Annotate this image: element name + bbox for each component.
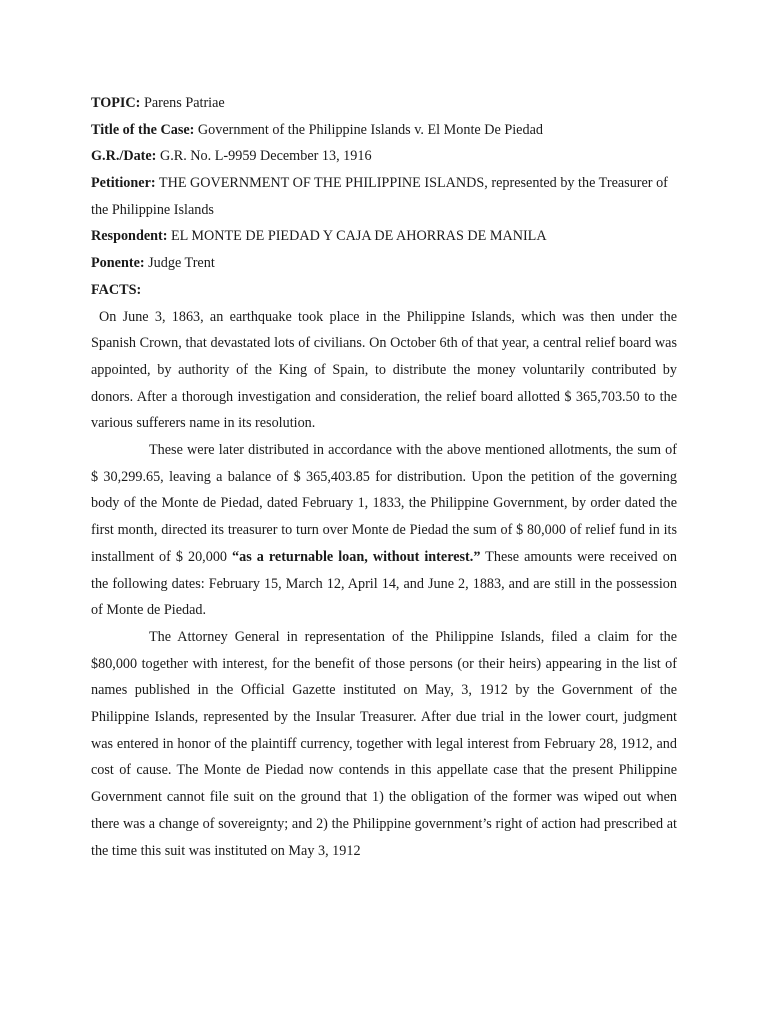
returnable-loan-quote: “as a returnable loan, without interest.” [232,548,481,565]
document-page [91,90,677,864]
facts-paragraph-3: The Attorney General in representation of the Philippine Islands, filed a claim for the $80,000 together with interest, for the benefit of those persons (or their heirs) appearing in the list of names published in the Official Gazette instituted on May, 3, 1912 by the Government of the Philippine Islands, represented by the Insular Treasurer. After due trial in the lower court, judgment was entered in honor of the plaintiff currency, together with legal interest from February 28, 1912, and cost of cause. The Monte de Piedad now contends in this appellate case that the present Philippine Government cannot file suit on the ground that 1) the obligation of the former was wiped out when there was a change of sovereignty; and 2) the Philippine government’s right of action had prescribed at the time this suit was instituted on May 3, 1912 [91,628,677,859]
petitioner-value: THE GOVERNMENT OF THE PHILIPPINE ISLANDS, represented by the Treasurer of the Philippine Islands [91,175,668,218]
respondent-label: Respondent: [91,228,168,245]
petitioner-label: Petitioner: [91,175,156,192]
facts-heading: FACTS: [91,281,142,298]
facts-paragraph-2-text-b: These amounts were received on the following dates: February 15, March 12, April 14, and June 2, 1883, and are still in the possession of Monte de Piedad. [91,548,677,619]
petitioner-line [91,170,677,223]
ponente-label: Ponente: [91,255,145,272]
ponente-value: Judge Trent [148,255,215,272]
topic-line [91,90,677,117]
case-title-line [91,117,677,144]
case-title-label: Title of the Case: [91,121,195,138]
facts-paragraph-2 [91,437,677,624]
topic-label: TOPIC: [91,95,141,111]
case-title-value: Government of the Philippine Islands v. El Monte De Piedad [197,121,543,138]
gr-date-line [91,143,677,170]
topic-value: Parens Patriae [143,95,225,111]
ponente-line [91,250,677,277]
respondent-line [91,223,677,250]
gr-date-label: G.R./Date: [91,148,157,165]
facts-paragraph-1: On June 3, 1863, an earthquake took place in the Philippine Islands, which was then under the Spanish Crown, that devastated lots of civilians. On October 6th of that year, a central relief board was appointed, by authority of the King of Spain, to distribute the money voluntarily contributed by donors. After a thorough investigation and consideration, the relief board allotted $ 365,703.50 to the various sufferers name in its resolution. [91,308,677,432]
respondent-value: EL MONTE DE PIEDAD Y CAJA DE AHORRAS DE MANILA [171,228,547,245]
facts-paragraph-2-text-a: These were later distributed in accordance with the above mentioned allotments, the sum of $ 30,299.65, leaving a balance of $ 365,403.85 for distribution. Upon the petition of the governing body of the Monte de Piedad, dated February 1, 1833, the Philippine Government, by order dated the first month, directed its treasurer to turn over Monte de Piedad the sum of $ 80,000 of relief fund in its installment of $ 20,000 [91,442,677,565]
gr-date-value: G.R. No. L-9959 December 13, 1916 [159,148,372,165]
